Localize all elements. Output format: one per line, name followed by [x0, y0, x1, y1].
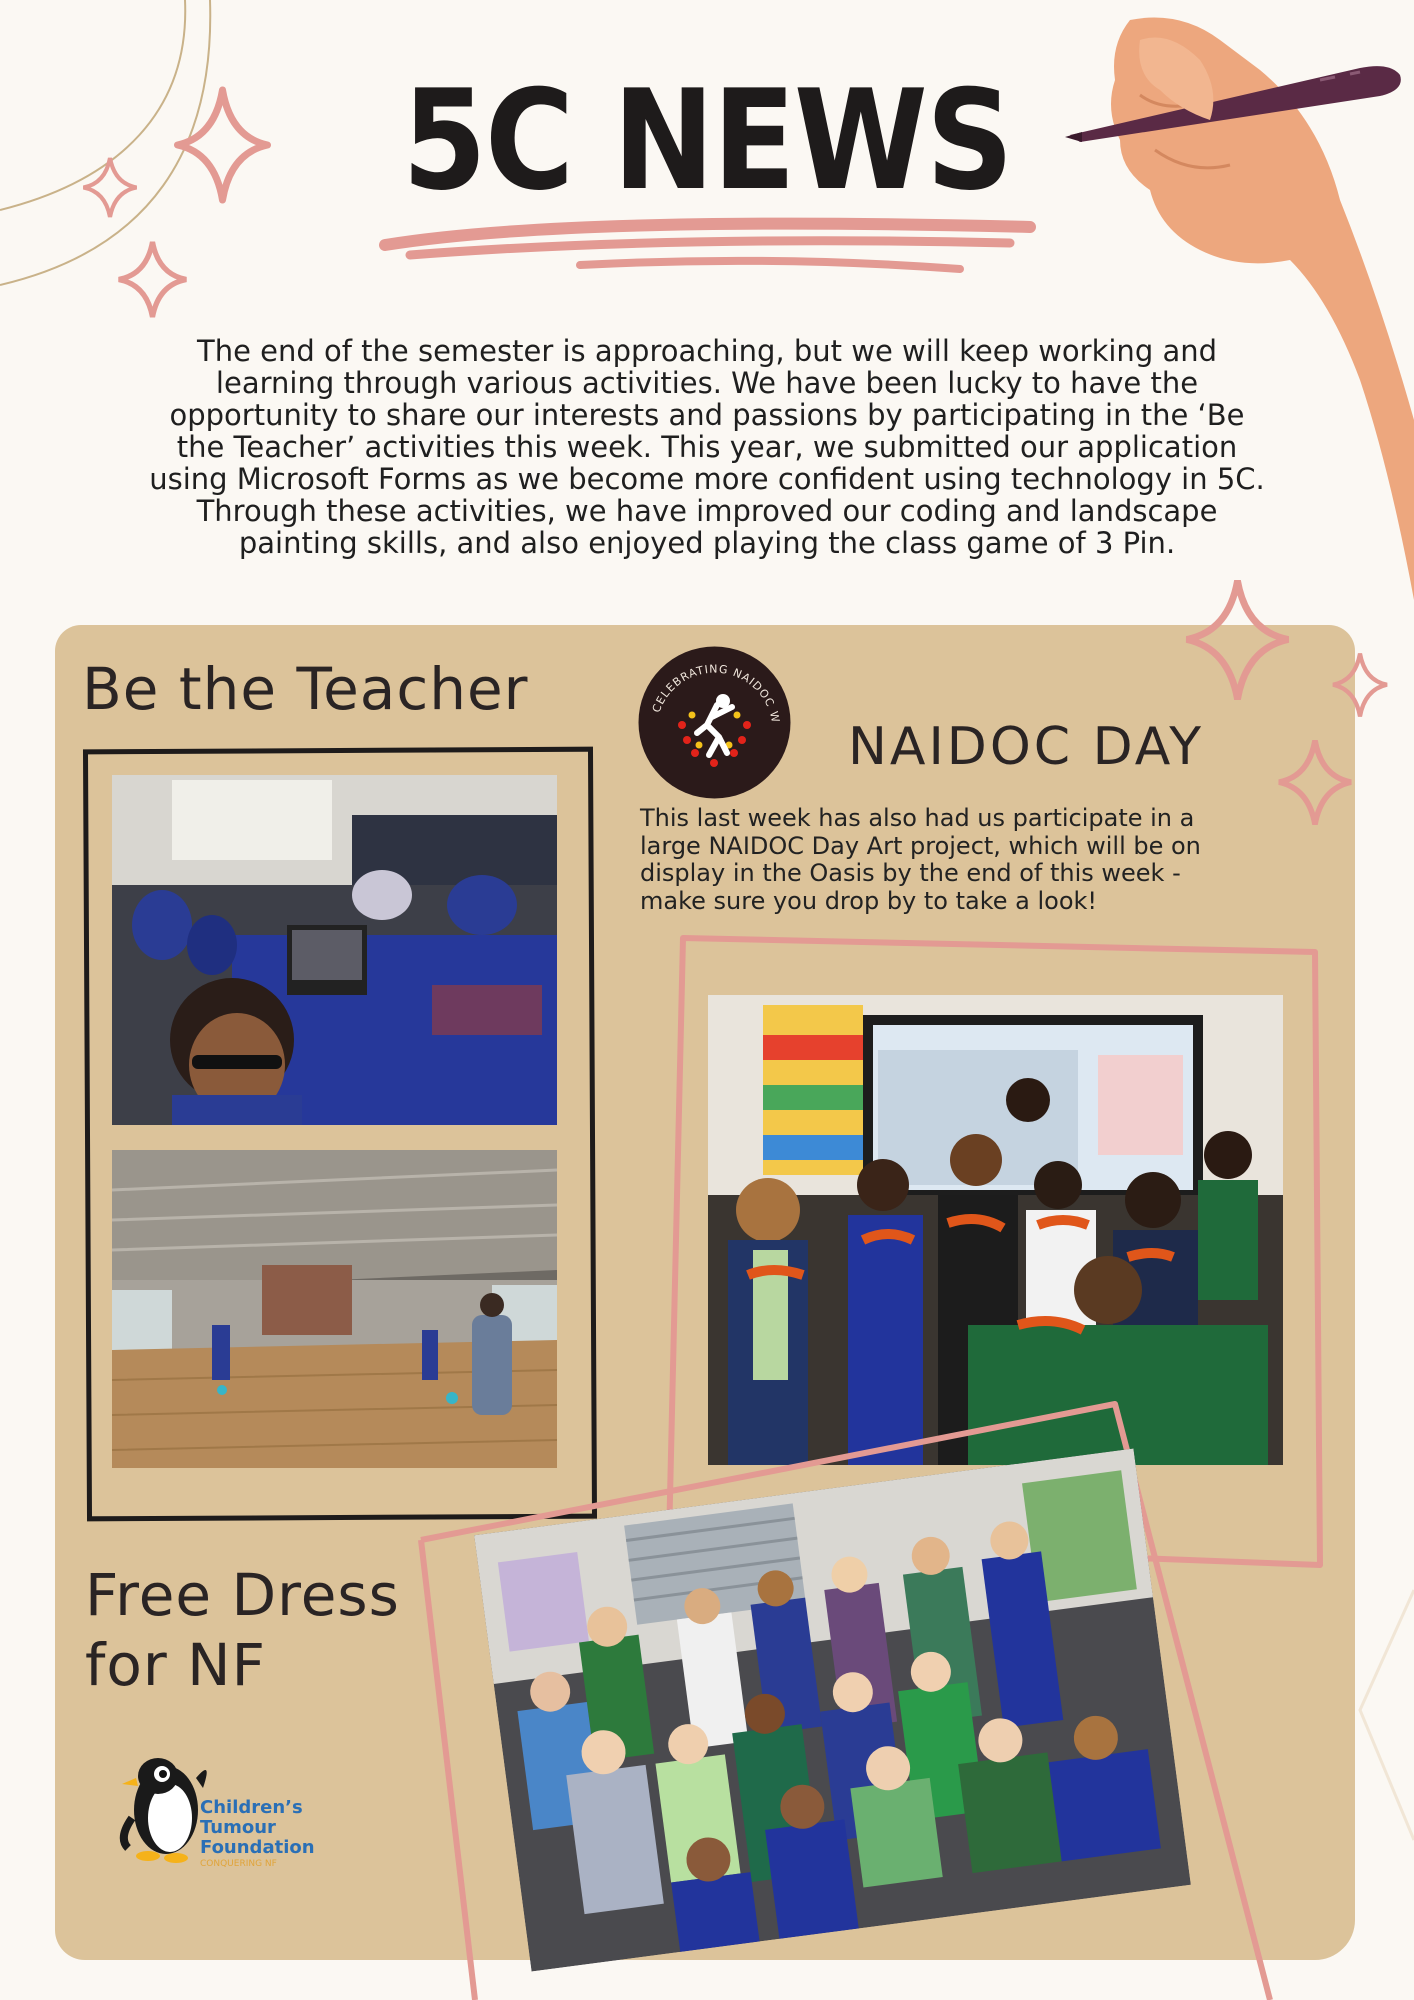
intro-line: painting skills, and also enjoyed playing the class game of 3 Pin. — [238, 526, 1176, 560]
logo-line: Tumour — [200, 1817, 276, 1838]
star-outline-decoration — [1270, 1560, 1414, 1860]
naidoc-day-heading: NAIDOC DAY — [848, 717, 1205, 777]
naidoc-line: make sure you drop by to take a look! — [640, 886, 1098, 915]
free-dress-line: Free Dress — [85, 1561, 400, 1629]
intro-line: Through these activities, we have improved our coding and landscape — [196, 494, 1218, 528]
logo-line: Foundation — [200, 1837, 315, 1858]
intro-line: the Teacher’ activities this week. This year, we submitted our application — [176, 430, 1238, 464]
free-dress-heading — [85, 1560, 400, 1700]
naidoc-paragraph — [640, 805, 1280, 915]
be-the-teacher-heading: Be the Teacher — [82, 655, 529, 723]
logo-line: Children’s — [200, 1797, 303, 1818]
sparkle-icon — [115, 237, 190, 322]
newsletter-title: 5C NEWS — [402, 60, 1012, 221]
intro-line: using Microsoft Forms as we become more confident using technology in 5C. — [149, 462, 1265, 496]
title-underline-decoration — [370, 205, 1050, 280]
childrens-tumour-foundation-logo — [118, 1748, 318, 1868]
sparkle-icon — [1330, 650, 1390, 720]
free-dress-class-photo — [474, 1448, 1191, 1971]
intro-line: The end of the semester is approaching, but we will keep working and — [197, 334, 1217, 368]
naidoc-art-photo — [708, 995, 1283, 1465]
intro-line: opportunity to share our interests and passions by participating in the ‘Be — [169, 398, 1245, 432]
intro-line: learning through various activities. We have been lucky to have the — [215, 366, 1199, 400]
naidoc-line: display in the Oasis by the end of this week - — [640, 859, 1181, 887]
logo-text — [200, 1798, 315, 1870]
naidoc-week-logo — [637, 645, 792, 800]
penguin-icon — [118, 1748, 208, 1868]
naidoc-line: large NAIDOC Day Art project, which will be on — [640, 831, 1201, 860]
logo-tagline: CONQUERING NF — [200, 1859, 277, 1869]
naidoc-line: This last week has also had us participate in a — [640, 804, 1195, 832]
svg-text:CELEBRATING NAIDOC WEEK: CELEBRATING NAIDOC W — [649, 662, 783, 725]
sparkle-icon — [1180, 575, 1295, 705]
free-dress-line: for NF — [85, 1631, 266, 1699]
classroom-coding-photo — [112, 775, 557, 1125]
intro-paragraph — [70, 335, 1344, 559]
sparkle-icon — [1275, 735, 1355, 830]
